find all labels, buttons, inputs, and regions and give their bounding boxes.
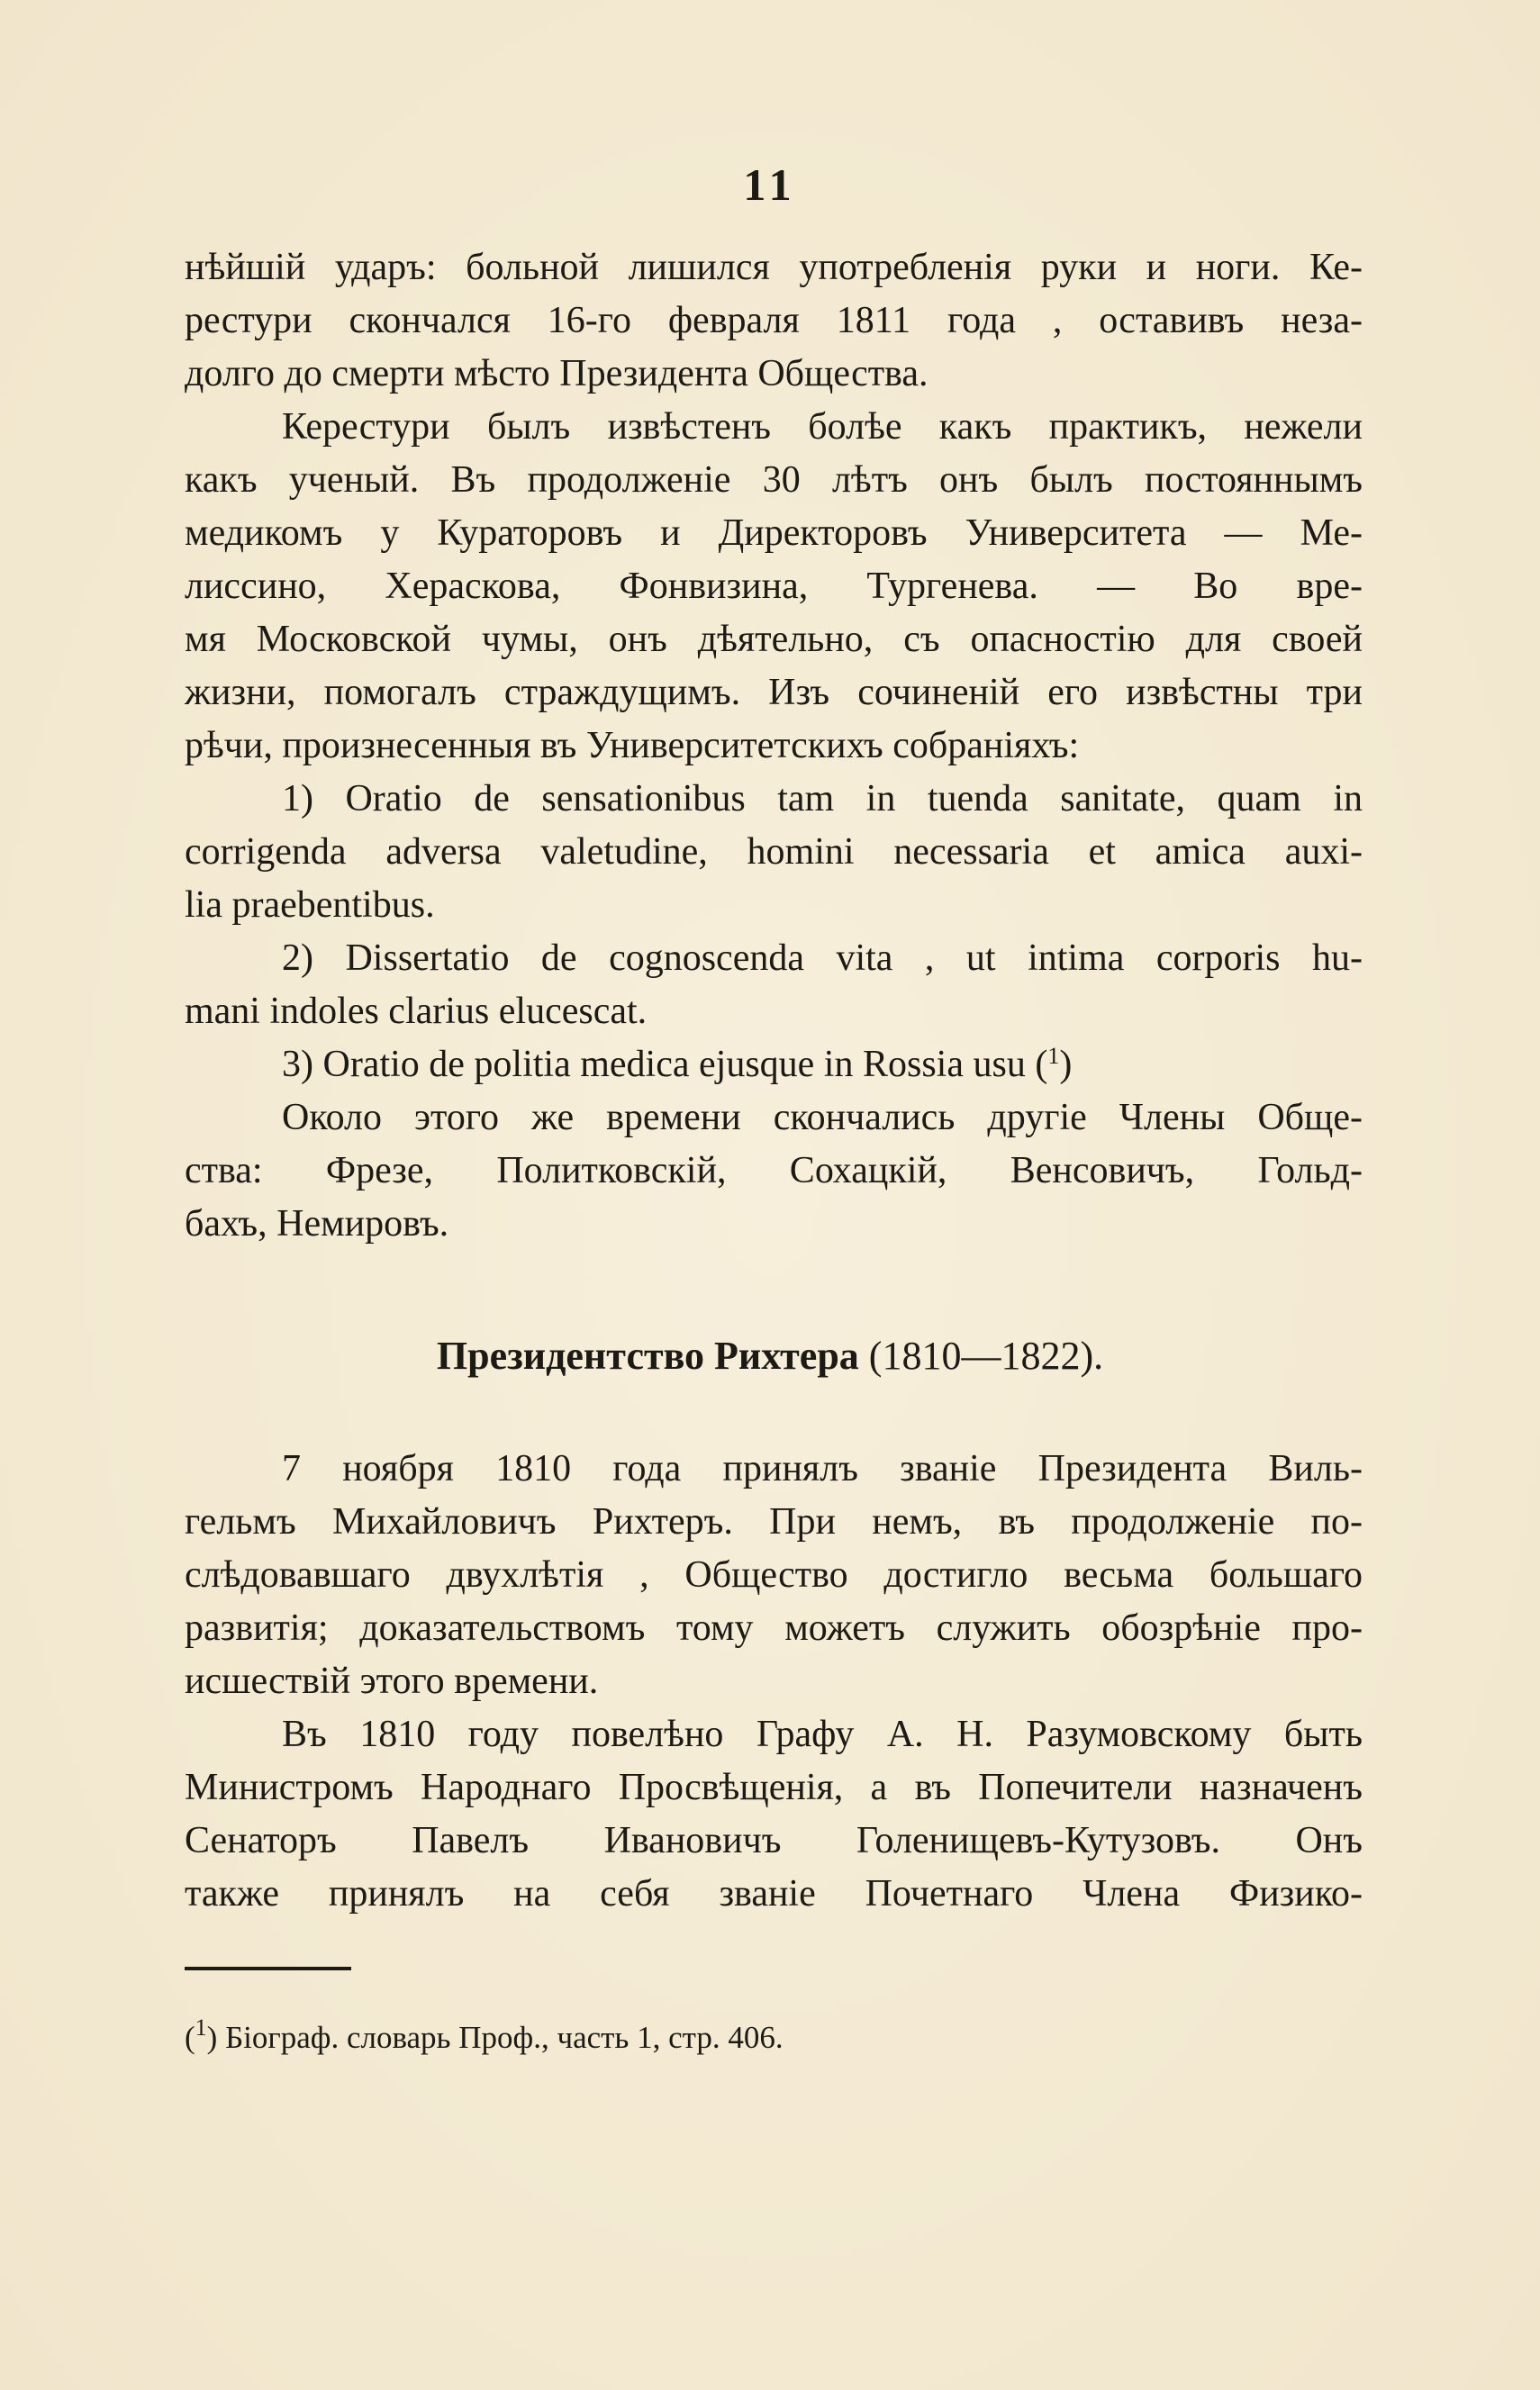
section-heading-years: (1810—1822). — [868, 1334, 1104, 1378]
text-line: ства: Фрезе, Политковскій, Сохацкій, Венсовичъ, Гольд- — [185, 1150, 1363, 1191]
text-line: какъ ученый. Въ продолженіе 30 лѣтъ онъ былъ постояннымъ — [185, 459, 1363, 501]
text-line: Сенаторъ Павелъ Ивановичъ Голенищевъ-Кутузовъ. Онъ — [185, 1820, 1363, 1861]
text-line: Керестури былъ извѣстенъ болѣе какъ практикъ, нежели — [282, 406, 1363, 448]
text-line: бахъ, Немировъ. — [185, 1203, 449, 1245]
text-line: Министромъ Народнаго Просвѣщенія, а въ Попечители назначенъ — [185, 1767, 1363, 1808]
page-number: 11 — [743, 159, 797, 210]
text-line: медикомъ у Кураторовъ и Директоровъ Университета — Ме- — [185, 512, 1363, 554]
text-line: лиссино, Хераскова, Фонвизина, Тургенева. — Во вре- — [185, 566, 1363, 607]
list-item-line: 2) Dissertatio de cognoscenda vita , ut intima corporis hu- — [282, 937, 1363, 979]
text-line: рестури скончался 16-го февраля 1811 года , оставивъ неза- — [185, 300, 1363, 341]
text-line: мя Московской чумы, онъ дѣятельно, съ опасностію для своей — [185, 619, 1363, 660]
footnote-mark: 1 — [195, 2014, 207, 2041]
text-line: 7 ноября 1810 года принялъ званіе Президента Виль- — [282, 1448, 1363, 1489]
text-line: жизни, помогалъ страждущимъ. Изъ сочиненій его извѣстны три — [185, 672, 1363, 713]
text-line: гельмъ Михайловичъ Рихтеръ. При немъ, въ продолженіе по- — [185, 1501, 1363, 1543]
text-line: исшествій этого времени. — [185, 1661, 599, 1702]
list-item-line: corrigenda adversa valetudine, homini necessaria et amica auxi- — [185, 831, 1363, 873]
text-line: нѣйшій ударъ: больной лишился употребленія руки и ноги. Ке- — [185, 247, 1363, 288]
text-line: Около этого же времени скончались другіе Члены Обще- — [282, 1097, 1363, 1138]
footnote-divider — [185, 1967, 351, 1970]
list-item-line: 3) Oratio de politia medica ejusque in Rossia usu ($^1$) — [282, 1043, 1073, 1085]
list-item-line: mani indoles clarius elucescat. — [185, 991, 648, 1032]
section-heading — [0, 1329, 1540, 1383]
footnote-reference: 1 — [1047, 1043, 1060, 1069]
footnote: ($^1$) Біограф. словарь Проф., часть 1, стр. 406. — [185, 2014, 784, 2055]
text-line: долго до смерти мѣсто Президента Общества. — [185, 353, 929, 394]
list-item-line: 1) Oratio de sensationibus tam in tuenda sanitate, quam in — [282, 778, 1363, 819]
lower-text-block — [185, 1443, 1363, 1921]
list-item-line: lia praebentibus. — [185, 884, 435, 926]
upper-text-block — [185, 241, 1363, 1251]
text-line: также принялъ на себя званіе Почетнаго Члена Физико- — [185, 1873, 1363, 1915]
section-heading-title: Президентство Рихтера — [436, 1334, 859, 1378]
footnote-text: Біограф. словарь Проф., часть 1, стр. 406. — [225, 2020, 784, 2055]
list-item-text: 3) Oratio de politia medica ejusque in Rossia usu — [282, 1044, 1026, 1085]
text-line: слѣдовавшаго двухлѣтія , Общество достигло весьма большаго — [185, 1554, 1363, 1596]
text-line: рѣчи, произнесенныя въ Университетскихъ собраніяхъ: — [185, 725, 1080, 766]
text-line: Въ 1810 году повелѣно Графу А. Н. Разумовскому быть — [282, 1714, 1363, 1755]
text-line: развитія; доказательствомъ тому можетъ служить обозрѣніе про- — [185, 1607, 1363, 1649]
